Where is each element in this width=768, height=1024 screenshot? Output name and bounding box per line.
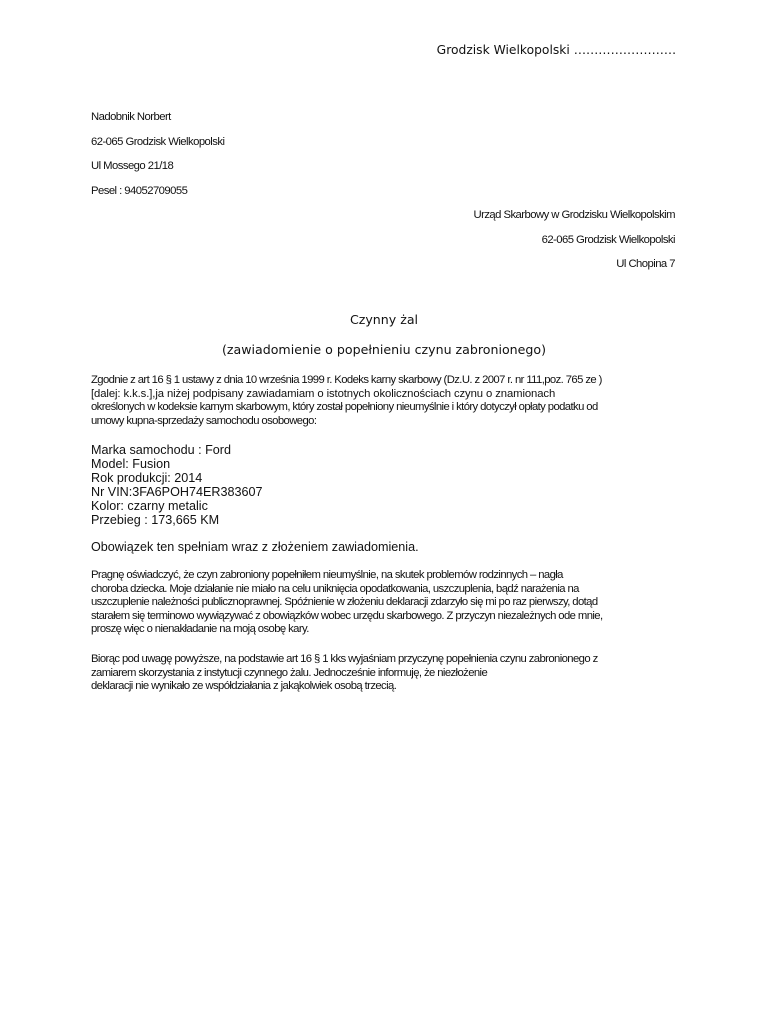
intro-line: Zgodnie z art 16 § 1 ustawy z dnia 10 września 1999 r. Kodeks karny skarbowy (Dz.U. z 2007 r. nr 111,poz. 765 ze ) (91, 374, 602, 386)
sender-street: Ul Mossego 21/18 (91, 160, 174, 172)
car-color: Kolor: czarny metalic (91, 499, 208, 513)
statement-line: starałem się terminowo wywiązywać z obowiązków wobec urzędu skarbowego. Z przyczyn niezależnych ode mnie, (91, 609, 603, 622)
place-date: Grodzisk Wielkopolski ……………………. (436, 43, 676, 57)
recipient-street: Ul Chopina 7 (616, 258, 675, 270)
car-make: Marka samochodu : Ford (91, 443, 231, 457)
sender-city: 62-065 Grodzisk Wielkopolski (91, 136, 225, 148)
recipient-city: 62-065 Grodzisk Wielkopolski (541, 234, 675, 246)
document-subtitle: (zawiadomienie o popełnieniu czynu zabronionego) (221, 342, 547, 357)
recipient-office: Urząd Skarbowy w Grodzisku Wielkopolskim (473, 209, 675, 221)
intro-paragraph (91, 374, 691, 428)
car-year: Rok produkcji: 2014 (91, 471, 203, 485)
statement-line: proszę więc o nienakładanie na moją osobę kary. (91, 623, 309, 635)
conclusion-line: Biorąc pod uwagę powyższe, na podstawie art 16 § 1 kks wyjaśniam przyczynę popełnienia czynu zabronionego z (91, 653, 598, 665)
statement-paragraph (91, 569, 691, 637)
car-model: Model: Fusion (91, 457, 171, 471)
conclusion-line: deklaracji nie wynikało ze współdziałania z jakąkolwiek osobą trzecią. (91, 680, 397, 692)
statement-line: uszczuplenie należności publicznoprawnej. Spóźnienie w złożeniu deklaracji zdarzyło się mi po raz pierwszy, dotąd (91, 596, 598, 608)
sender-pesel: Pesel : 94052709055 (91, 185, 188, 197)
car-vin: Nr VIN:3FA6POH74ER383607 (91, 485, 263, 499)
conclusion-line: zamiarem skorzystania z instytucji czynnego żalu. Jednocześnie informuję, że niezłożenie (91, 666, 488, 679)
obligation-text: Obowiązek ten spełniam wraz z złożeniem zawiadomienia. (91, 540, 419, 554)
car-mileage: Przebieg : 173,665 KM (91, 513, 220, 527)
intro-line: określonych w kodeksie karnym skarbowym, który został popełniony nieumyślnie i który dotyczył opłaty podatku od (91, 401, 598, 413)
conclusion-paragraph (91, 653, 691, 694)
document-title: Czynny żal (349, 312, 419, 327)
car-details (91, 443, 691, 527)
intro-line: [dalej: k.k.s.],ja niżej podpisany zawiadamiam o istotnych okolicznościach czynu o znamionach (91, 387, 556, 400)
intro-line: umowy kupna-sprzedaży samochodu osobowego: (91, 414, 317, 427)
sender-name: Nadobnik Norbert (91, 111, 171, 123)
statement-line: choroba dziecka. Moje działanie nie miało na celu uniknięcia opodatkowania, uszczuplenia, bądź narażenia na (91, 582, 579, 595)
statement-line: Pragnę oświadczyć, że czyn zabroniony popełniłem nieumyślnie, na skutek problemów rodzinnych – nagła (91, 569, 563, 581)
